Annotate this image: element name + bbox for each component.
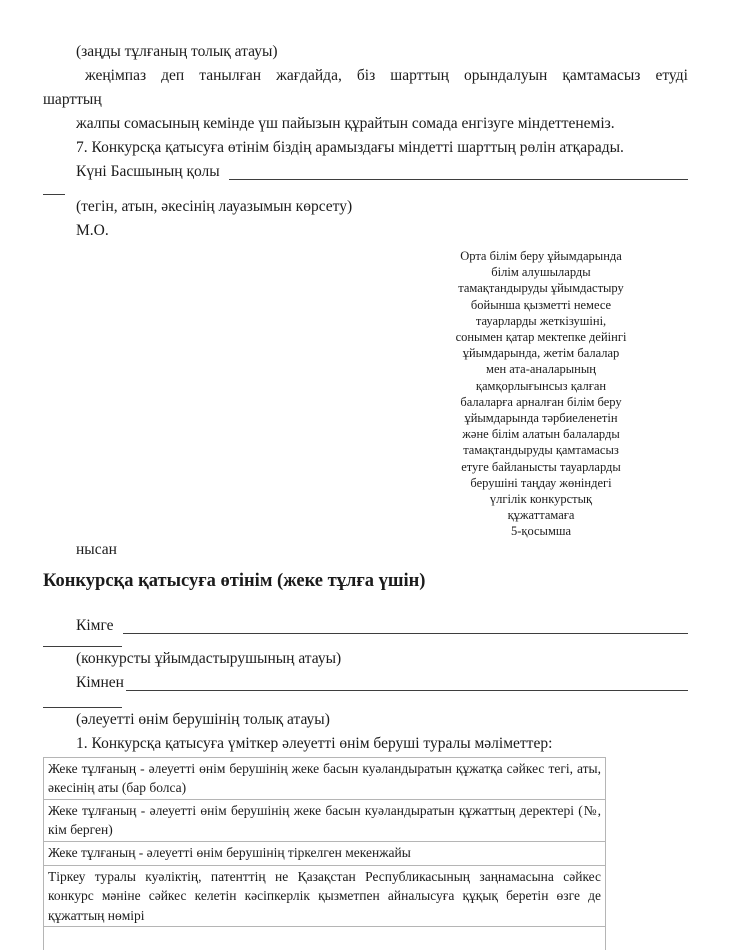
- table-row: Жеке тұлғаның - әлеуетті өнім берушінің жеке басын куәландыратын құжатқа сәйкес тегі, аты, әкесінің аты (бар болса): [48, 760, 601, 796]
- from-rule: [126, 671, 688, 691]
- date-signature-label: Күні Басшының қолы: [76, 163, 220, 180]
- annex-note-line: Орта білім беру ұйымдарында: [460, 249, 622, 263]
- word: танылған: [199, 67, 262, 84]
- annex-note-line: құжаттамаға: [507, 508, 575, 523]
- word: біз: [356, 67, 376, 84]
- annex-note-line: тамақтандыруды қамтамасыз: [463, 443, 619, 458]
- word: жағдайда,: [276, 67, 342, 84]
- to-rule: [123, 614, 689, 634]
- from-line: [43, 671, 688, 695]
- word: шарттың: [390, 67, 449, 84]
- annex-note-line: және білім алатын балаларды: [462, 427, 620, 442]
- signature-rule: [229, 160, 688, 180]
- word: етуді: [655, 67, 688, 84]
- annex-note-line: бойынша қызметті немесе: [470, 297, 612, 312]
- table-row: Жеке тұлғаның - әлеуетті өнім берушінің жеке басын куәландыратын құжаттың деректері (№, кім берген): [44, 799, 605, 841]
- word: деп: [161, 67, 185, 84]
- table-row: Тіркеу туралы куәліктің, патенттің не Қазақстан Республикасының заңнамасына сәйкес конкурс мәніне сәйкес келетін кәсіпкерлік қызметпен айналысуға құқық беретін өзге де құжаттың нөмірі: [44, 865, 605, 927]
- to-label: Кімге: [76, 616, 114, 634]
- annex-note-line: қамқорлығынсыз қалған: [475, 378, 607, 393]
- wrapped-word: шарттың: [43, 91, 102, 108]
- date-signature-line: [43, 160, 688, 184]
- annex-note-line: берушіні таңдау жөніндегі: [470, 475, 612, 490]
- annex-note: [410, 248, 672, 540]
- legal-name-hint: (заңды тұлғаның толық атауы): [76, 43, 278, 60]
- signature-rule-wrap: [43, 184, 65, 195]
- annex-note-line: тамақтандыруды ұйымдастыру: [458, 281, 624, 296]
- from-rule-wrap: [43, 695, 122, 708]
- annex-note-line: балаларға арналған білім беру: [460, 394, 622, 409]
- from-label: Кімнен: [76, 673, 124, 691]
- annex-note-line: тауарларды жеткізушіні,: [475, 313, 607, 328]
- to-hint: (конкурсты ұйымдастырушының атауы): [76, 649, 342, 667]
- from-hint: (әлеуетті өнім берушінің толық атауы): [76, 710, 330, 728]
- annex-note-line: үлгілік конкурстық: [489, 492, 593, 507]
- annex-note-line: білім алушыларды: [491, 265, 591, 280]
- annex-note-line: етуге байланысты тауарларды: [461, 459, 621, 474]
- table-intro: 1. Конкурсқа қатысуға үміткер әлеуетті өнім беруші туралы мәліметтер:: [76, 734, 553, 752]
- justified-paragraph-line: [43, 64, 688, 88]
- annex-note-line: ұйымдарында тәрбиеленетін: [464, 411, 618, 426]
- word: жеңімпаз: [85, 67, 147, 84]
- to-line: [43, 614, 688, 638]
- to-rule-wrap: [43, 638, 122, 647]
- word: орындалуын: [463, 67, 548, 84]
- clause7-line: 7. Конкурсқа қатысуға өтінім біздің арамыздағы міндетті шарттың рөлін атқарады.: [76, 139, 624, 156]
- seal-label: М.О.: [76, 222, 109, 239]
- table-row: [44, 926, 605, 950]
- sum-line: жалпы сомасының кемінде үш пайызын құрайтын сомада енгізуге міндеттенеміз.: [76, 115, 615, 132]
- annex-note-line: мен ата-аналарының: [486, 362, 596, 377]
- form-word: нысан: [76, 540, 117, 558]
- annex-note-line: 5-қосымша: [510, 524, 572, 539]
- annex-note-line: ұйымдарында, жетім балалар: [462, 346, 620, 361]
- word: қамтамасыз: [562, 67, 641, 84]
- supplier-info-table: [43, 757, 606, 950]
- annex-note-line: сонымен қатар мектепке дейінгі: [455, 330, 627, 345]
- page-title: Конкурсқа қатысуға өтінім (жеке тұлға үшін): [43, 570, 426, 591]
- table-row: Жеке тұлғаның - әлеуетті өнім берушінің тіркелген мекенжайы: [44, 841, 605, 865]
- sign-hint: (тегін, атын, әкесінің лауазымын көрсету): [76, 198, 353, 215]
